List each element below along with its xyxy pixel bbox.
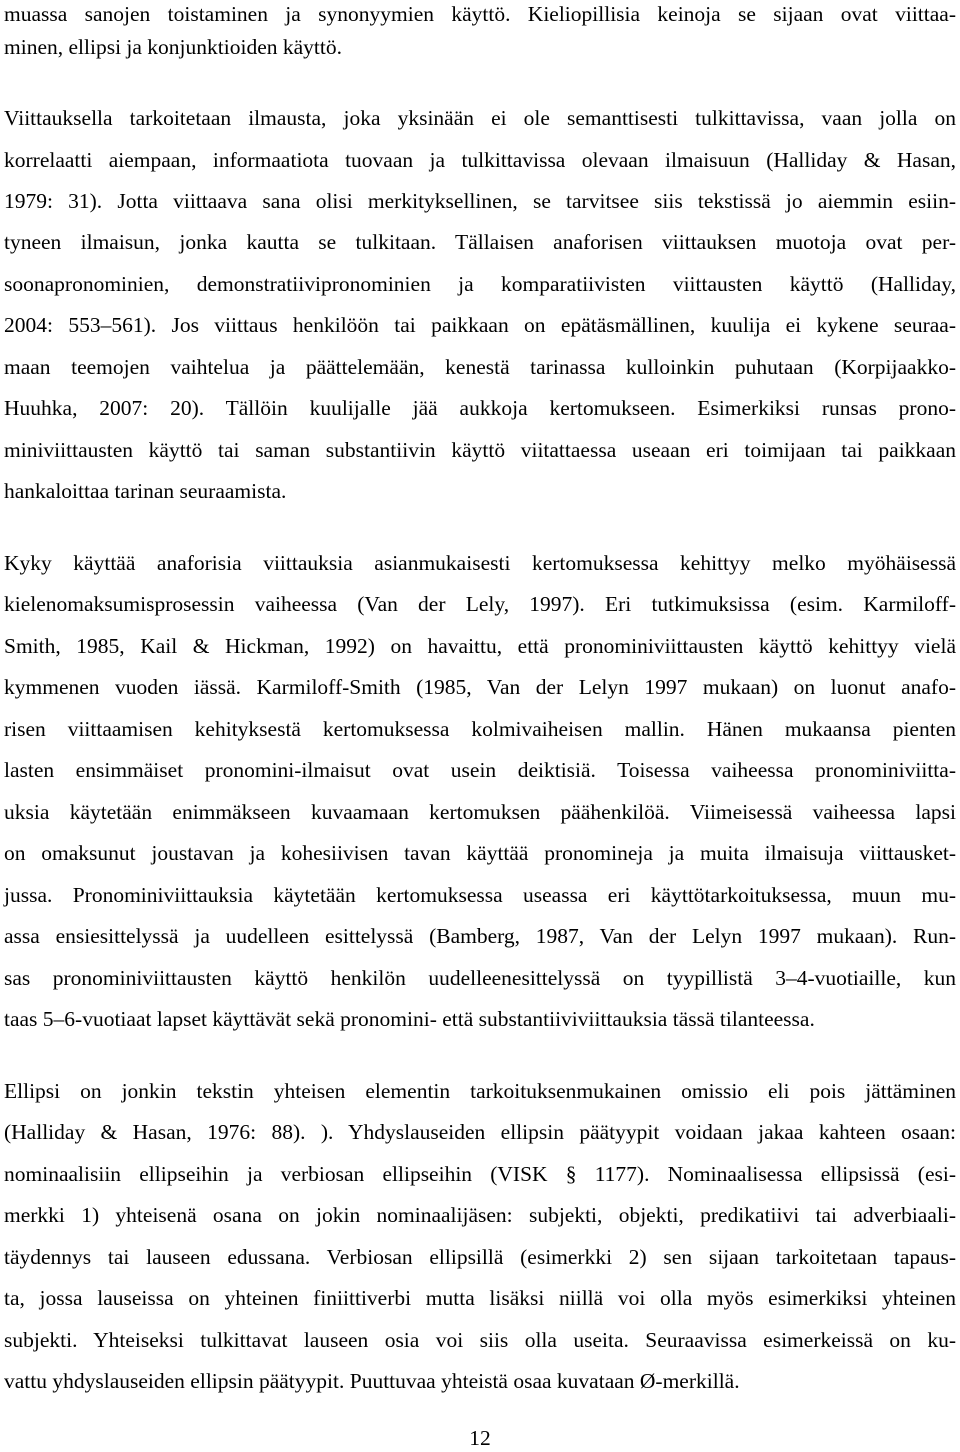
text-line: assa ensiesittelyssä ja uudelleen esittelyssä (Bamberg, 1987, Van der Lelyn 1997 mukaan). Run- — [4, 924, 956, 948]
text-line: Smith, 1985, Kail & Hickman, 1992) on havaittu, että pronominiviittausten käyttö kehittyy vielä — [4, 634, 956, 658]
text-line: Kyky käyttää anaforisia viittauksia asianmukaisesti kertomuksessa kehittyy melko myöhäisessä — [4, 551, 956, 575]
text-line: subjekti. Yhteiseksi tulkittavat lauseen osia voi siis olla useita. Seuraavissa esimerkeissä on ku- — [4, 1328, 956, 1352]
text-line: ta, jossa lauseissa on yhteinen finiittiverbi mutta lisäksi niillä voi olla myös esimerkiksi yhteinen — [4, 1286, 956, 1310]
text-line: kymmenen vuoden iässä. Karmiloff-Smith (1985, Van der Lelyn 1997 mukaan) on luonut anafo- — [4, 675, 956, 699]
text-line: kielenomaksumisprosessin vaiheessa (Van der Lely, 1997). Eri tutkimuksissa (esim. Karmiloff- — [4, 592, 956, 616]
text-line: 1979: 31). Jotta viittaava sana olisi merkityksellinen, se tarvitsee siis tekstissä jo aiemmin esiin- — [4, 189, 956, 213]
text-line: tyneen ilmaisun, jonka kautta se tulkitaan. Tällaisen anaforisen viittauksen muotoja ovat per- — [4, 230, 956, 254]
text-line: hankaloittaa tarinan seuraamista. — [4, 479, 287, 503]
text-line: Viittauksella tarkoitetaan ilmausta, joka yksinään ei ole semanttisesti tulkittavissa, vaan jolla on — [4, 106, 956, 130]
text-line: täydennys tai lauseen edussana. Verbiosan ellipsillä (esimerkki 2) sen sijaan tarkoitetaan tapaus- — [4, 1245, 956, 1269]
text-line: minen, ellipsi ja konjunktioiden käyttö. — [4, 35, 342, 59]
text-line: miniviittausten käyttö tai saman substantiivin käyttö viitattaessa useaan eri toimijaan tai paikkaan — [4, 438, 956, 462]
text-line: Ellipsi on jonkin tekstin yhteisen elementin tarkoituksenmukainen omissio eli pois jättäminen — [4, 1079, 956, 1103]
text-line: uksia käytetään enimmäkseen kuvaamaan kertomuksen päähenkilöä. Viimeisessä vaiheessa lapsi — [4, 800, 956, 824]
text-line: vattu yhdyslauseiden ellipsin päätyypit. Puuttuvaa yhteistä osaa kuvataan Ø-merkillä. — [4, 1369, 740, 1393]
text-line: maan teemojen vaihtelua ja päättelemään, kenestä tarinassa kulloinkin puhutaan (Korpijaakko- — [4, 355, 956, 379]
text-line: Huuhka, 2007: 20). Tällöin kuulijalle jää aukkoja kertomukseen. Esimerkiksi runsas prono- — [4, 396, 956, 420]
text-line: on omaksunut joustavan ja kohesiivisen tavan käyttää pronomineja ja muita ilmaisuja viittausket- — [4, 841, 956, 865]
text-line: lasten ensimmäiset pronomini-ilmaisut ovat usein deiktisiä. Toisessa vaiheessa pronominiviitta- — [4, 758, 956, 782]
text-line: sas pronominiviittausten käyttö henkilön uudelleenesittelyssä on tyypillistä 3–4-vuotiaille, kun — [4, 966, 956, 990]
text-line: merkki 1) yhteisenä osana on jokin nominaalijäsen: subjekti, objekti, predikatiivi tai adverbiaali- — [4, 1203, 956, 1227]
text-line: (Halliday & Hasan, 1976: 88). ). Yhdyslauseiden ellipsin päätyypit voidaan jakaa kahteen osaan: — [4, 1120, 956, 1144]
text-line: soonapronominien, demonstratiivipronominien ja komparatiivisten viittausten käyttö (Halliday, — [4, 272, 956, 296]
text-line: jussa. Pronominiviittauksia käytetään kertomuksessa useassa eri käyttötarkoituksessa, muun mu- — [4, 883, 956, 907]
text-line: risen viittaamisen kehityksestä kertomuksessa kolmivaiheisen mallin. Hänen mukaansa pienten — [4, 717, 956, 741]
text-line: nominaalisiin ellipseihin ja verbiosan ellipseihin (VISK § 1177). Nominaalisessa ellipsissä (esi- — [4, 1162, 956, 1186]
text-line: muassa sanojen toistaminen ja synonyymien käyttö. Kieliopillisia keinoja se sijaan ovat viittaa- — [4, 2, 956, 26]
text-line: 2004: 553–561). Jos viittaus henkilöön tai paikkaan on epätäsmällinen, kuulija ei kykene seuraa- — [4, 313, 956, 337]
page-number: 12 — [469, 1426, 491, 1450]
text-line: korrelaatti aiempaan, informaatiota tuovaan ja tulkittavissa olevaan ilmaisuun (Halliday & Hasan, — [4, 148, 956, 172]
text-line: taas 5–6-vuotiaat lapset käyttävät sekä pronomini- että substantiiviviittauksia tässä tilanteessa. — [4, 1007, 815, 1031]
